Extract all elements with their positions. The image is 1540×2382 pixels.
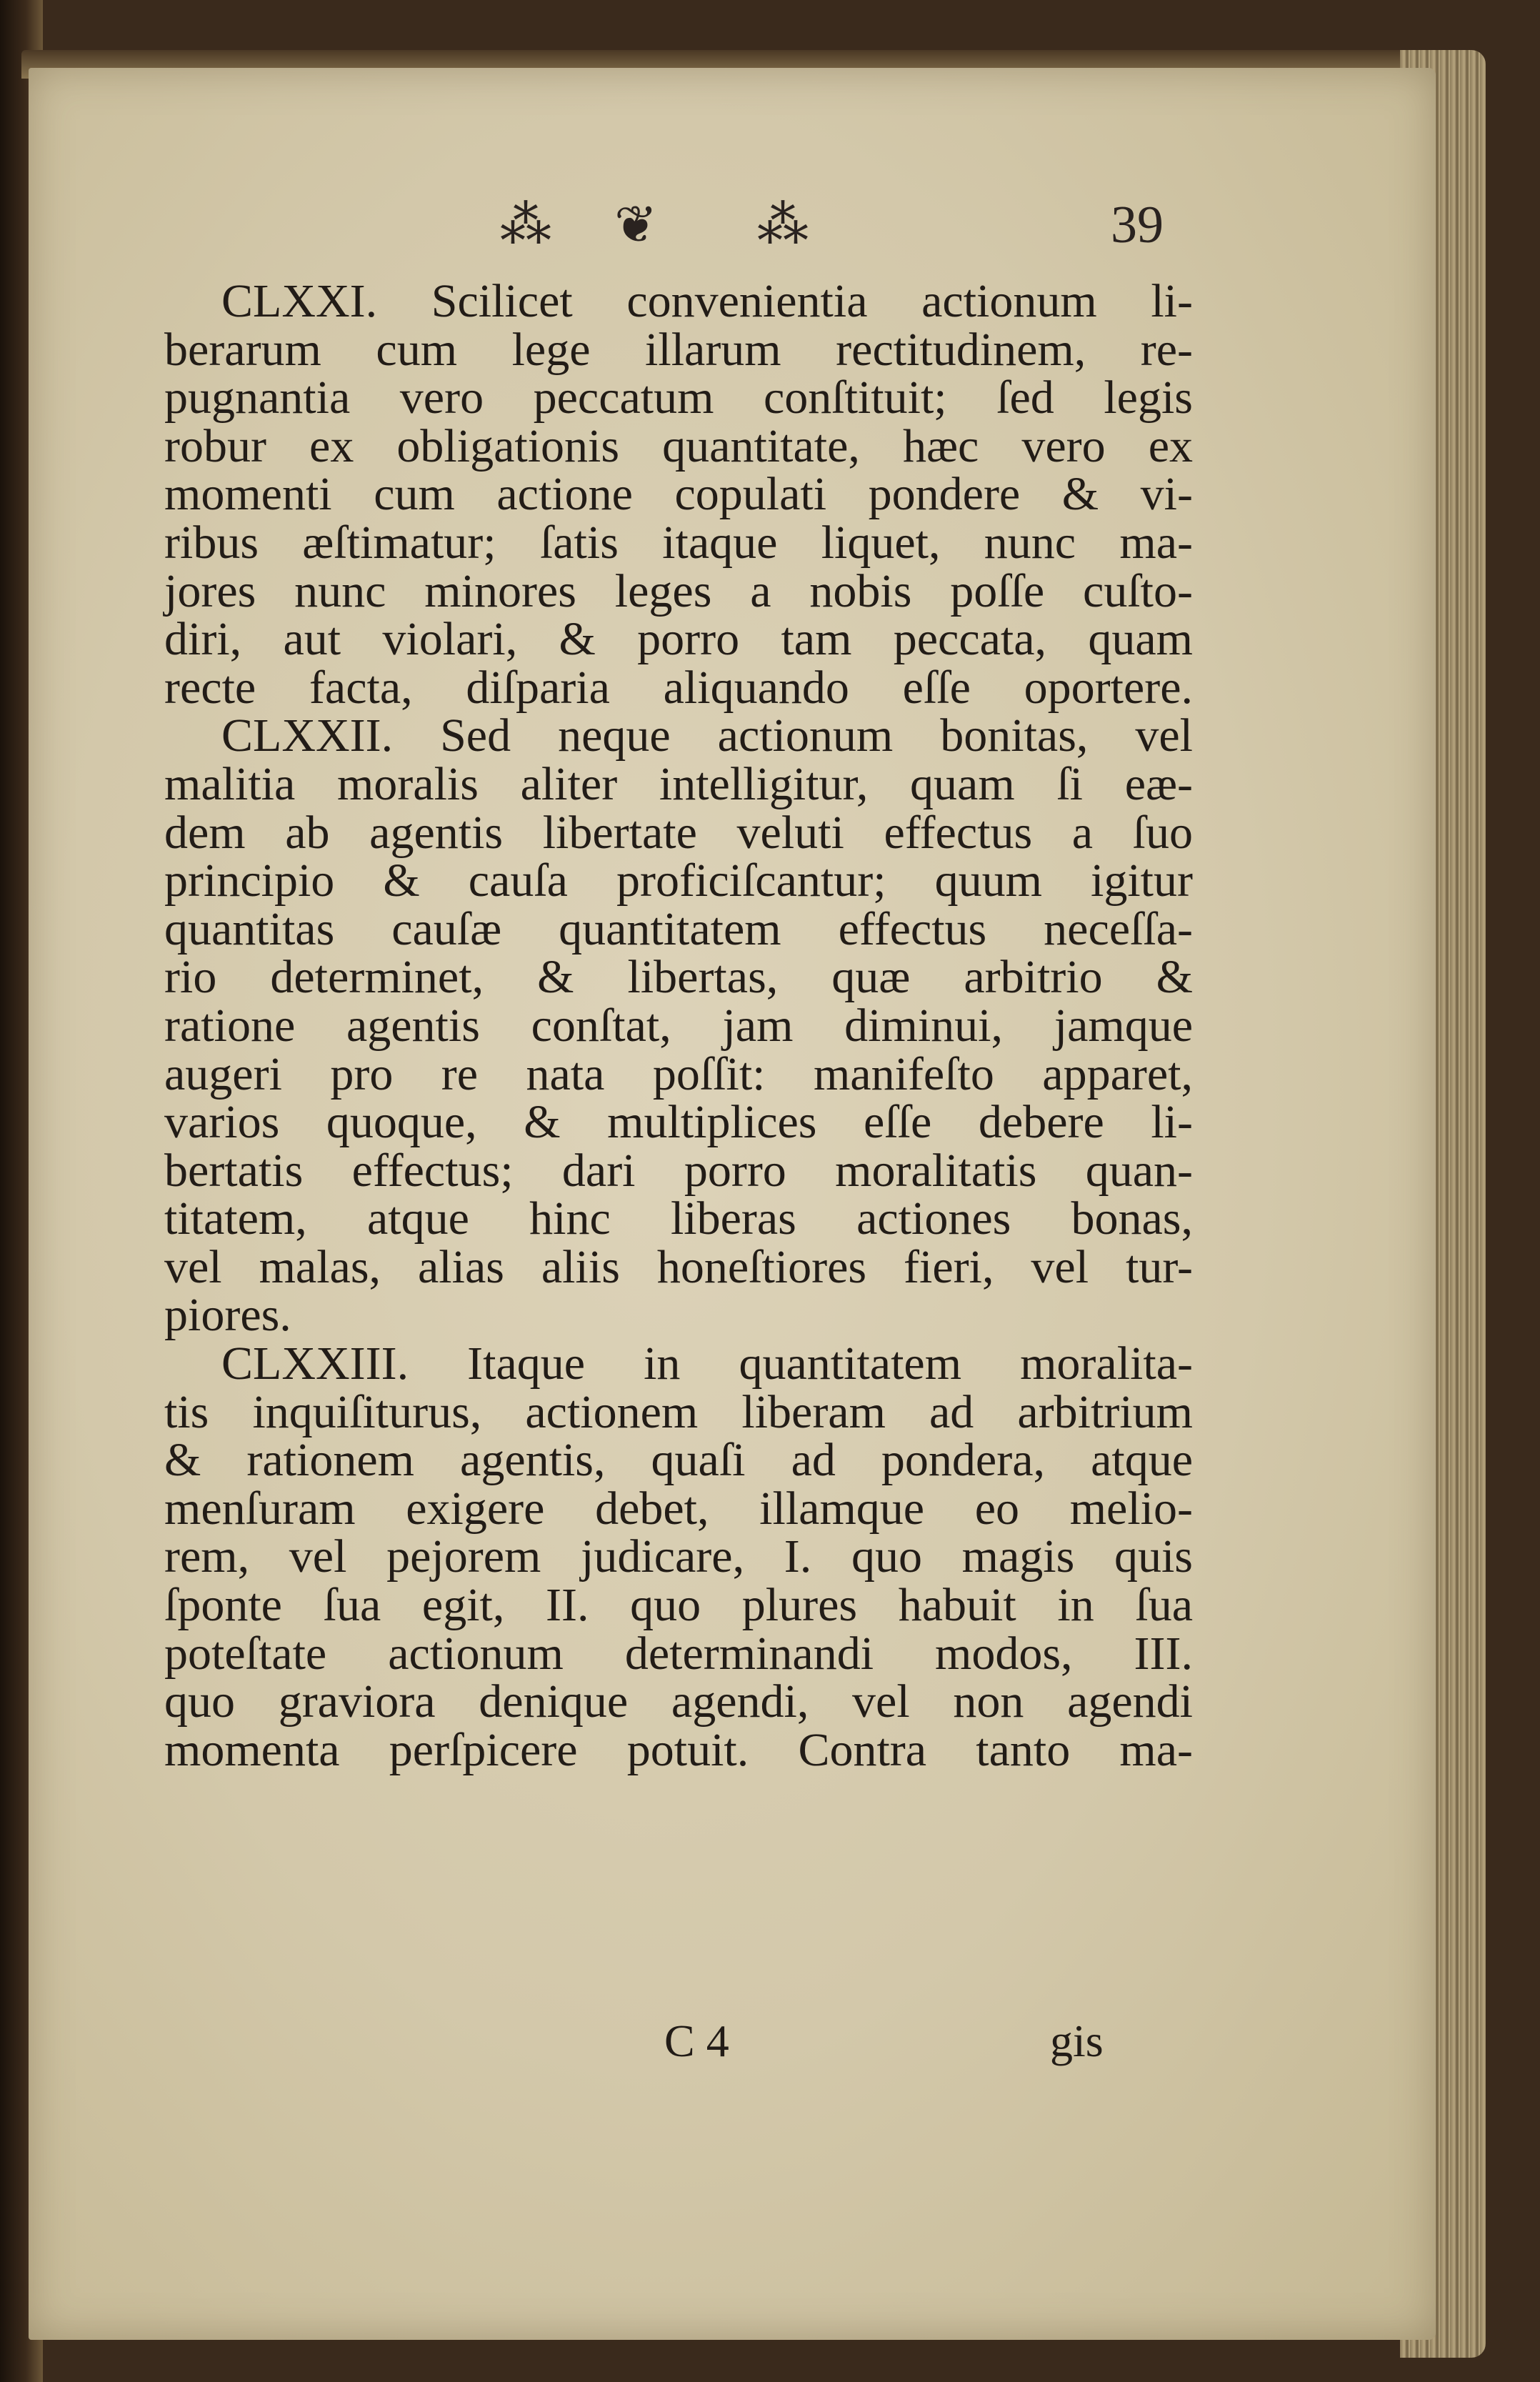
text-line: piores.	[164, 1289, 291, 1342]
text-line: tis inquiſiturus, actionem liberam ad arbitrium	[164, 1385, 1193, 1438]
text-line: momenta perſpicere potuit. Contra tanto ma-	[164, 1723, 1193, 1776]
text-line: & rationem agentis, quaſi ad pondera, atque	[164, 1434, 1193, 1487]
text-line: robur ex obligationis quantitate, hæc vero ex	[164, 419, 1193, 472]
text-line: berarum cum lege illarum rectitudinem, re-	[164, 323, 1193, 376]
page-footer	[164, 2015, 1193, 2072]
text-line: poteſtate actionum determinandi modos, III.	[164, 1627, 1193, 1680]
text-line: menſuram exigere debet, illamque eo melio-	[164, 1482, 1193, 1535]
text-line: vel malas, alias aliis honeſtiores fieri, vel tur-	[164, 1240, 1193, 1293]
page-number: 39	[1111, 196, 1164, 254]
text-line: jores nunc minores leges a nobis poſſe cuſto-	[164, 564, 1193, 617]
text-line: dem ab agentis libertate veluti effectus a ſuo	[164, 806, 1193, 859]
signature-mark: C 4	[664, 2015, 729, 2066]
text-line: rem, vel pejorem judicare, I. quo magis quis	[164, 1530, 1193, 1583]
text-line: CLXXIII. Itaque in quantitatem moralita-	[221, 1337, 1193, 1390]
text-line: ſponte ſua egit, II. quo plures habuit in ſua	[164, 1579, 1193, 1632]
text-line: ribus æſtimatur; ſatis itaque liquet, nunc ma-	[164, 516, 1193, 569]
text-line: CLXXII. Sed neque actionum bonitas, vel	[221, 709, 1193, 762]
catchword: gis	[1050, 2015, 1104, 2066]
text-line: quantitas cauſæ quantitatem effectus neceſſa-	[164, 902, 1193, 955]
running-header	[500, 193, 1179, 257]
text-line: recte facta, diſparia aliquando eſſe oportere.	[164, 661, 1193, 714]
ornament-cherub-icon: ❦	[614, 196, 658, 254]
text-line: augeri pro re nata poſſit: manifeſto apparet,	[164, 1047, 1193, 1100]
text-line: bertatis effectus; dari porro moralitatis quan-	[164, 1144, 1193, 1197]
ornament-left-icon: ⁂	[500, 196, 551, 254]
text-line: diri, aut violari, & porro tam peccata, quam	[164, 613, 1193, 666]
text-line: varios quoque, & multiplices eſſe debere li-	[164, 1096, 1193, 1149]
text-line: ratione agentis conſtat, jam diminui, jamque	[164, 999, 1193, 1052]
body-text	[164, 277, 1193, 1774]
text-line: rio determinet, & libertas, quæ arbitrio &	[164, 951, 1193, 1004]
ornament-right-icon: ⁂	[757, 196, 809, 254]
text-line: quo graviora denique agendi, vel non agendi	[164, 1675, 1193, 1728]
text-line: pugnantia vero peccatum conſtituit; ſed legis	[164, 372, 1193, 424]
text-line: CLXXI. Scilicet convenientia actionum li-	[221, 275, 1193, 327]
text-line: principio & cauſa proficiſcantur; quum igitur	[164, 854, 1193, 907]
text-line: malitia moralis aliter intelligitur, quam ſi eæ-	[164, 757, 1193, 810]
text-line: titatem, atque hinc liberas actiones bonas,	[164, 1192, 1193, 1245]
text-line: momenti cum actione copulati pondere & vi-	[164, 468, 1193, 521]
